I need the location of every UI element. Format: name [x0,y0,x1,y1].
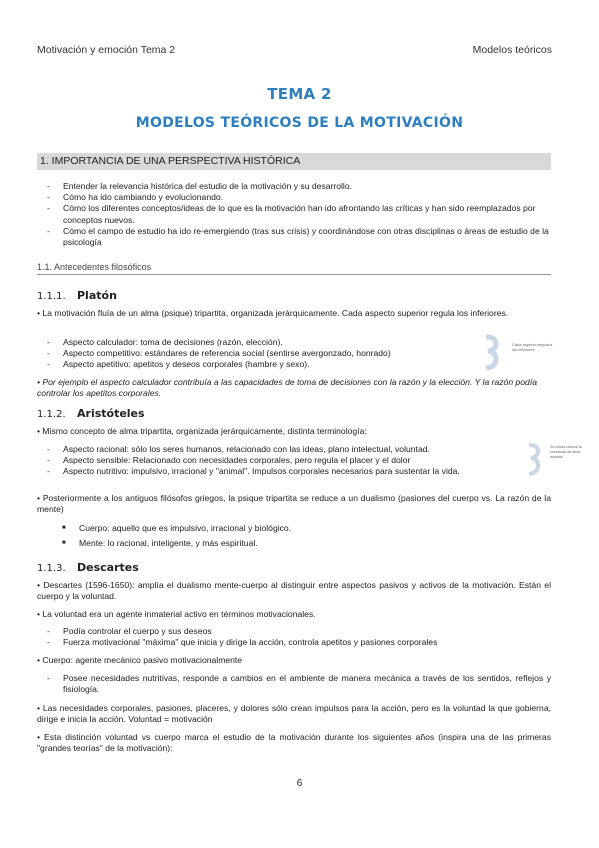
heading-number: 1.1.3. [37,563,66,574]
list-item: - Entender la relevancia histórica del estudio de la motivación y su desarrollo. [37,181,551,192]
aristoteles-list [37,444,523,478]
sticky-note-icon [482,334,557,374]
descartes-heading [37,561,139,574]
list-item: - Aspecto nutritivo: impulsivo, irracional y "animal". Impulsos corporales necesarios para sustentar la vida. [37,466,523,477]
list-item: - Cómo ha ido cambiando y evolucionando. [37,192,551,203]
page-title: TEMA 2 [267,85,332,103]
page-subtitle: MODELOS TEÓRICOS DE LA MOTIVACIÓN [135,115,464,131]
descartes-p4: • Las necesidades corporales, pasiones, placeres, y dolores sólo crean impulsos para la acción, pero es la voluntad la que gobierna, dirige e inicia la acción. Voluntad = motivación [37,703,551,725]
heading-name: Descartes [77,561,139,574]
descartes-p3: • Cuerpo: agente mecánico pasivo motivacionalmente [37,655,243,665]
header-right: Modelos teóricos [472,44,552,56]
platon-intro: • La motivación fluía de un alma (psique) tripartita, organizada jerárquicamente. Cada aspecto superior regula los inferiores. [37,308,509,318]
platon-heading [37,289,117,302]
heading-number: 1.1.1. [37,291,66,302]
aristoteles-squares [37,523,551,549]
list-item: - Aspecto calculador: toma de decisiones (razón, elección). [37,337,477,348]
list-item: - Posee necesidades nutritivas, responde a cambios en el ambiente de manera mecánica a través de los sentidos, reflejos y fisiología. [37,673,551,695]
section-heading: 1. IMPORTANCIA DE UNA PERSPECTIVA HISTÓRICA [37,153,551,170]
subsection-heading: 1.1. Antecedentes filosóficos [37,262,551,275]
list-item: - Aspecto sensible: Relacionado con necesidades corporales, pero regula el placer y el dolor [37,455,523,466]
list-item: ■ Mente: lo racional, inteligente, y más espiritual. [37,538,551,549]
descartes-p2: • La voluntad era un agente inmaterial activo en términos motivacionales. [37,609,316,619]
aristoteles-para: • Posteriormente a los antiguos filósofos griegos, la psique tripartita se reduce a un dualismo (pasiones del cuerpo vs. La razón de la mente) [37,493,551,515]
heading-number: 1.1.2. [37,409,66,420]
list-item: - Cómo los diferentes conceptos/ideas de lo que es la motivación han ido afrontando las críticas y han sido reemplazados por conceptos nuevos. [37,203,551,225]
aristoteles-heading [37,407,145,420]
heading-name: Platón [77,289,117,302]
bracket-icon [482,334,504,372]
descartes-list2 [37,626,551,648]
aristoteles-intro: • Mismo concepto de alma tripartita, organizada jerárquicamente, distinta terminología: [37,426,367,436]
icon-note: Se coloca razonal la necesidad del alma tripartita [550,445,582,459]
descartes-p5: • Esta distinción voluntad vs cuerpo marca el estudio de la motivación durante los siguientes años (inspira una de las primeras "grandes teorías" de la motivación): [37,732,551,754]
list-item: - Podía controlar el cuerpo y sus deseos [37,626,551,637]
descartes-list3 [37,673,551,695]
list-item: - Aspecto apetitivo: apetitos y deseos corporales (hambre y sexo). [37,359,477,370]
list-item: - Cómo el campo de estudio ha ido re-emergiendo (tras sus crisis) y coordinándose con otras disciplinas o áreas de estudio de la psicología [37,226,551,248]
bracket-icon [526,442,544,478]
platon-list [37,337,477,371]
page-number: 6 [296,778,303,789]
list-item: - Fuerza motivacional "máxima" que inicia y dirige la acción, controla apetitos y pasiones corporales [37,637,551,648]
list-item: - Aspecto racional: sólo los seres humanos, relacionado con las ideas, plano intelectual, voluntad. [37,444,523,455]
section1-list [37,181,551,248]
platon-example: • Por ejemplo el aspecto calculador contribuía a las capacidades de toma de decisiones con la razón y la elección. Y la razón podía controlar los apetitos corporales. [37,377,537,399]
icon-note: Cada aspecto regula a los inferiores [512,342,553,352]
list-item: - Aspecto competitivo: estándares de referencia social (sentirse avergonzado, honrado) [37,348,477,359]
list-item: ■ Cuerpo: aquello que es impulsivo, irracional y biológico. [37,523,551,534]
header-left: Motivación y emoción Tema 2 [37,44,176,56]
heading-name: Aristóteles [77,407,145,420]
sticky-note-icon [526,442,582,482]
descartes-p1: • Descartes (1596-1650): amplía el dualismo mente-cuerpo al distinguir entre aspectos pasivos y activos de la motivación. Están el cuerpo y la voluntad. [37,580,551,602]
